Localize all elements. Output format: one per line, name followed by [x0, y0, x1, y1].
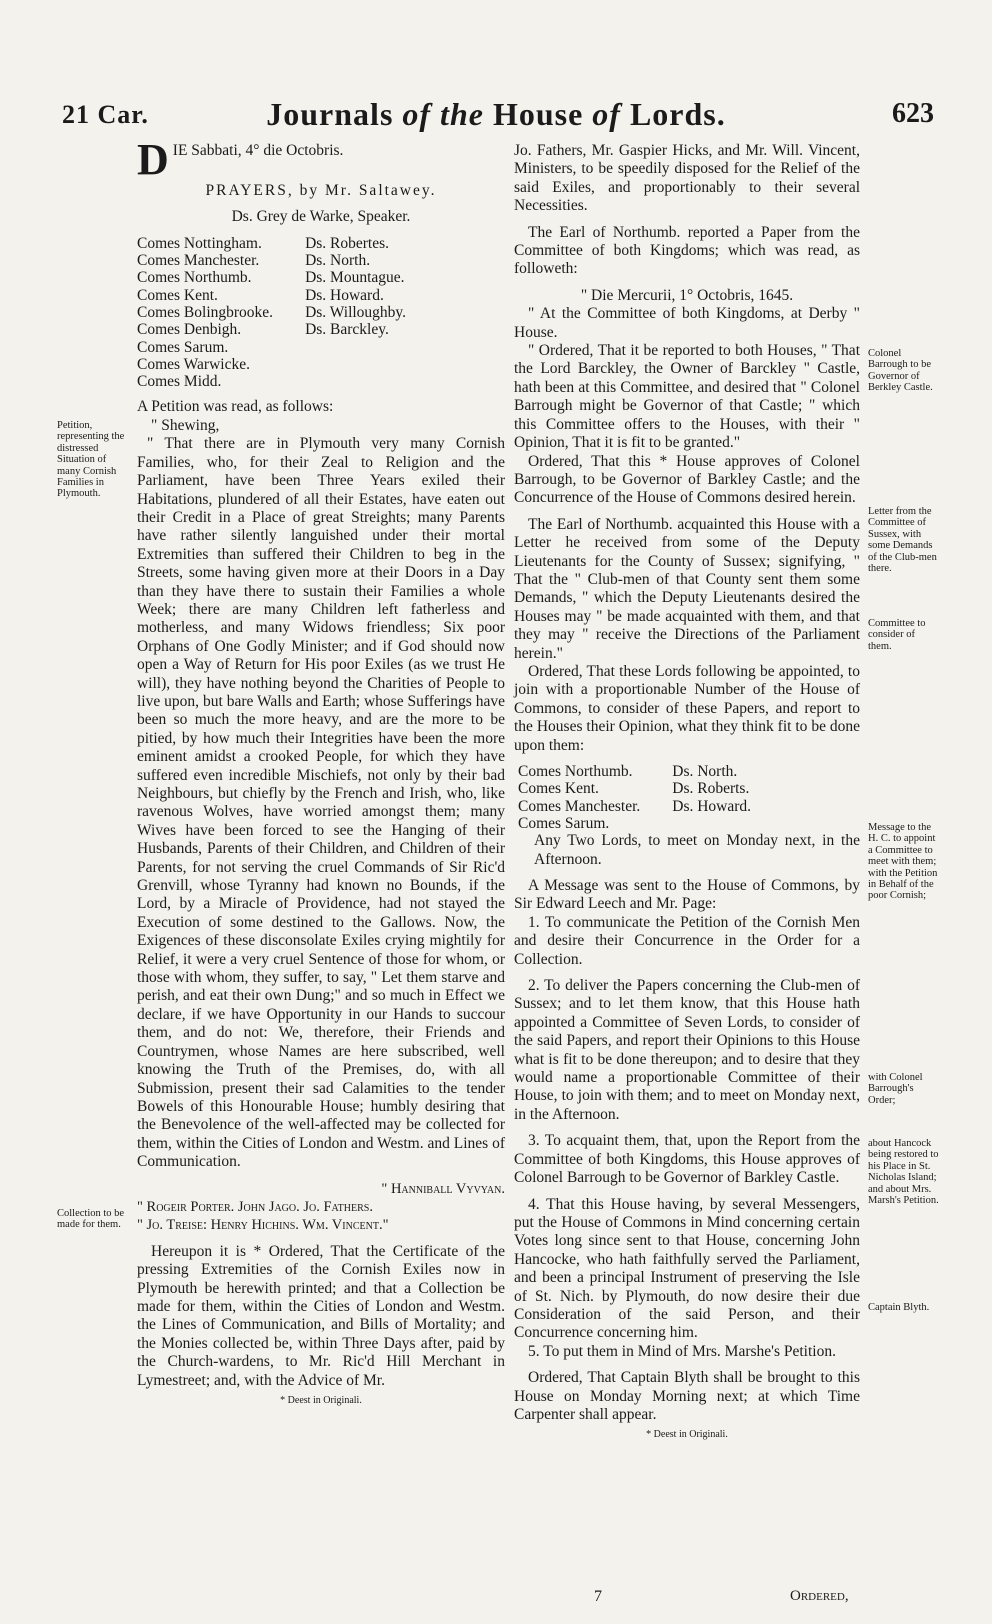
committee-comes-1: Comes Kent.	[518, 780, 599, 798]
petition-intro: A Petition was read, as follows:	[137, 398, 334, 416]
lord-dominus-5: Ds. Barckley.	[305, 321, 389, 339]
margin-note-hancock: about Hancock being restored to his Place in St. Nicholas Island; and about Mrs. Marsh's Petition.	[868, 1138, 939, 1207]
regnal-year: 21 Car.	[62, 100, 149, 129]
message-item-1: 1. To communicate the Petition of the Cornish Men and desire their Concurrence in the Order for a Collection.	[514, 913, 860, 968]
margin-note-committee: Committee to consider of them.	[868, 618, 926, 652]
footnote-right: * Deest in Originali.	[646, 1429, 728, 1441]
committee-place: " At the Committee of both Kingdoms, at Derby " House.	[514, 305, 860, 341]
northumb-report: The Earl of Northumb. reported a Paper from the Committee of both Kingdoms; which was read, as followeth:	[514, 223, 860, 278]
catchword: Ordered,	[790, 1588, 849, 1604]
shewing: " Shewing,	[151, 416, 220, 434]
lords-list-domini	[305, 235, 406, 391]
right-column	[514, 142, 860, 1445]
lords-present	[137, 235, 505, 391]
lord-comes-6: Comes Sarum.	[137, 338, 229, 356]
margin-note-order: with Colonel Barrough's Order;	[868, 1072, 923, 1106]
date-line: D IE Sabbati, 4° die Octobris.	[137, 135, 344, 184]
continuation: Jo. Fathers, Mr. Gaspier Hicks, and Mr. Will. Vincent, Ministers, to be speedily disposed for the Relief of the said Exiles, and proportionably to their several Necessities.	[514, 142, 860, 215]
drop-cap: D	[137, 135, 169, 184]
collection-order: Hereupon it is * Ordered, That the Certificate of the pressing Extremities of the Cornish Exiles now in Plymouth be herewith printed; and that a Collection be made for them, within the Cities of London and Westm. the Lines of Communication, and Bills of Mortality; and the Monies collected be, within Three Days after, paid by the Church-wardens, to Mr. Ric'd Hill Merchant in Lymestreet; and, with the Advice of Mr.	[137, 1242, 505, 1389]
lord-comes-8: Comes Midd.	[137, 373, 222, 391]
message-item-4: 4. That this House having, by several Messengers, put the House of Commons in Mind concerning certain Votes long since sent to that House, concerning John Hancocke, who hath faithfully served the Parliament, and been a principal Instrument of preserving the Isle of St. Nich. by Plymouth, do now desire their due Consideration of the said Person, and their Concurrence concerning him.	[514, 1195, 860, 1342]
lord-comes-1: Comes Manchester.	[137, 252, 260, 270]
northumb-letter: The Earl of Northumb. acquainted this House with a Letter he received from some of the Deputy Lieutenants for the County of Sussex; signifying, " That the " Club-men of that County sent them some Demands, " which the Deputy Lieutenants desired the Houses may " be made acquainted with them, and that they may " receive the Directions of the Parliament herein."	[514, 515, 860, 662]
committee-dominus-1: Ds. Roberts.	[672, 780, 750, 798]
petition-text: " That there are in Plymouth very many Cornish Families, who, for their Zeal to Religion and the Parliament, have been Three Years exiled their Habitations, plundered of all their Estates, have eaten out their Credit in a Place of great Streights; many Parents have rather silently languished under their mortal Extremities than suffered their Children to beg in the Streets, some having given more at their Doors in a Day than they have there to sustain their Families a whole Week; there are many Children left fatherless and motherless, and many Widows friendless; Six poor Orphans of One Godly Minister; and if God should now open a Way of Return for His poor Exiles (as we trust He will), they have nothing beyond the Charities of People to live upon, but bare Walls and Earth; whose Sufferings have been so much the more heavy, and are the more to be pitied, by how much their Integrities have been the more eminent amidst a crooked People, for which they have suffered even incredible Mischiefs, not only by their bad Neighbours, but chiefly by the French and Irish, who, like ravenous Wolves, have worried amongst them; many Wives have been forced to see the Hanging of their Husbands, Parents of their Children, and Children of their Parents, for not serving the cruel Commands of Sir Ric'd Grenvill, whose Tyranny had known no Bounds, if the Lord, by a Miracle of Providence, had not stayed the Execution of some destined to the Gallows. Now, the Exigences of these disconsolate Exiles crying mightily for Relief, it were a very cruel Sentence of those for whom, or those with whom, they suffer, to say, " Let them starve and perish, and eat their own Dung;" and so much in Effect we declare, if we have Opportunity in our Hands to succour them, and do not: We, therefore, their Friends and Countrymen, whose Names are here subscribed, well knowing the Truth of the Premises, do, with all Submission, present their sad Calamities to the tender Bowels of this Honourable House; humbly desiring that the Benevolence of the well-affected may be collected for them, within the Cities of London and Westm. and Lines of Communication.	[137, 435, 505, 1171]
message-item-3: 3. To acquaint them, that, upon the Report from the Committee of both Kingdoms, this House approves of Colonel Barrough to be Governor of Barkley Castle.	[514, 1132, 860, 1187]
page-title: Journals of the House of Lords.	[266, 96, 726, 132]
committee-comes-2: Comes Manchester.	[518, 797, 641, 815]
signature-mark: 7	[594, 1588, 602, 1605]
committee-date: " Die Mercurii, 1° Octobris, 1645.	[580, 286, 794, 304]
lord-dominus-3: Ds. Howard.	[305, 286, 384, 304]
order-committee: Ordered, That these Lords following be appointed, to join with a proportionable Number of the House of Commons, to consider of these Papers, and report to the Houses their Opinion, what they think fit to be done upon them:	[514, 662, 860, 754]
signature-2: " Rogeir Porter. John Jago. Jo. Fathers.	[137, 1198, 373, 1215]
committee-dominus-2: Ds. Howard.	[672, 797, 752, 815]
message-item-5: 5. To put them in Mind of Mrs. Marshe's Petition.	[528, 1342, 836, 1360]
page-number: 623	[892, 98, 934, 129]
lord-comes-2: Comes Northumb.	[137, 269, 252, 287]
prayers-line: PRAYERS, by Mr. Saltawey.	[205, 182, 437, 199]
committee-domini	[672, 763, 751, 832]
lords-list-comites	[137, 235, 273, 391]
lord-comes-5: Comes Denbigh.	[137, 321, 242, 339]
margin-note-petition: Petition, representing the distressed Situation of many Cornish Families in Plymouth.	[57, 420, 125, 500]
order-blyth: Ordered, That Captain Blyth shall be brought to this House on Monday Morning next; at which Time Carpenter shall appear.	[514, 1369, 860, 1423]
committee-dominus-0: Ds. North.	[672, 763, 738, 780]
lord-dominus-2: Ds. Mountague.	[305, 269, 405, 287]
committee-comes-0: Comes Northumb.	[518, 763, 633, 780]
lord-comes-7: Comes Warwicke.	[137, 355, 250, 373]
any-two-lords: Any Two Lords, to meet on Monday next, in the Afternoon.	[534, 832, 860, 868]
running-header	[0, 0, 992, 150]
margin-note-barrough: Colonel Barrough to be Governor of Berkley Castle.	[868, 348, 933, 394]
footnote-left: * Deest in Originali.	[280, 1395, 362, 1407]
lord-comes-3: Comes Kent.	[137, 286, 218, 304]
signatories	[137, 1180, 505, 1235]
signature-3: " Jo. Treise: Henry Hichins. Wm. Vincent."	[137, 1217, 389, 1234]
left-column	[137, 135, 505, 1410]
lord-comes-0: Comes Nottingham.	[137, 234, 262, 252]
committee-order: " Ordered, That it be reported to both Houses, " That the Lord Barckley, the Owner of Barckley " Castle, hath been at this Committee, and desired that " Colonel Barrough might be Governor of that Castle; " which this Committee offers to the Houses, with their " Opinion, That it is fit to be granted."	[514, 342, 860, 452]
house-order-barrough: Ordered, That this * House approves of Colonel Barrough, to be Governor of Barkley Castle; and the Concurrence of the House of Commons desired herein.	[514, 452, 860, 507]
signature-1: " Hanniball Vyvyan.	[381, 1180, 505, 1197]
lord-dominus-0: Ds. Robertes.	[305, 234, 390, 252]
message-intro: A Message was sent to the House of Commons, by Sir Edward Leech and Mr. Page:	[514, 877, 860, 913]
margin-note-message: Message to the H. C. to appoint a Committee to meet with them; with the Petition in Behalf of the poor Cornish;	[868, 822, 938, 902]
lord-dominus-4: Ds. Willoughby.	[305, 304, 407, 321]
committee-comites	[518, 763, 640, 832]
speaker-line: Ds. Grey de Warke, Speaker.	[231, 208, 411, 226]
lord-dominus-1: Ds. North.	[305, 252, 371, 270]
committee-comes-3: Comes Sarum.	[518, 814, 610, 832]
lord-comes-4: Comes Bolingbrooke.	[137, 304, 274, 321]
margin-note-blyth: Captain Blyth.	[868, 1302, 930, 1313]
committee-lords	[514, 763, 860, 832]
message-item-2: 2. To deliver the Papers concerning the Club-men of Sussex; and to let them know, that this House hath appointed a Committee of Seven Lords, to consider of the said Papers, and report their Opinions to this House what is fit to be done thereupon; and to desire that they would name a proportionable Committee of their House, to join with them; and to meet on Monday next, in the Afternoon.	[514, 977, 860, 1123]
margin-note-letter: Letter from the Committee of Sussex, with some Demands of the Club-men there.	[868, 506, 937, 575]
margin-note-collection: Collection to be made for them.	[57, 1208, 125, 1231]
